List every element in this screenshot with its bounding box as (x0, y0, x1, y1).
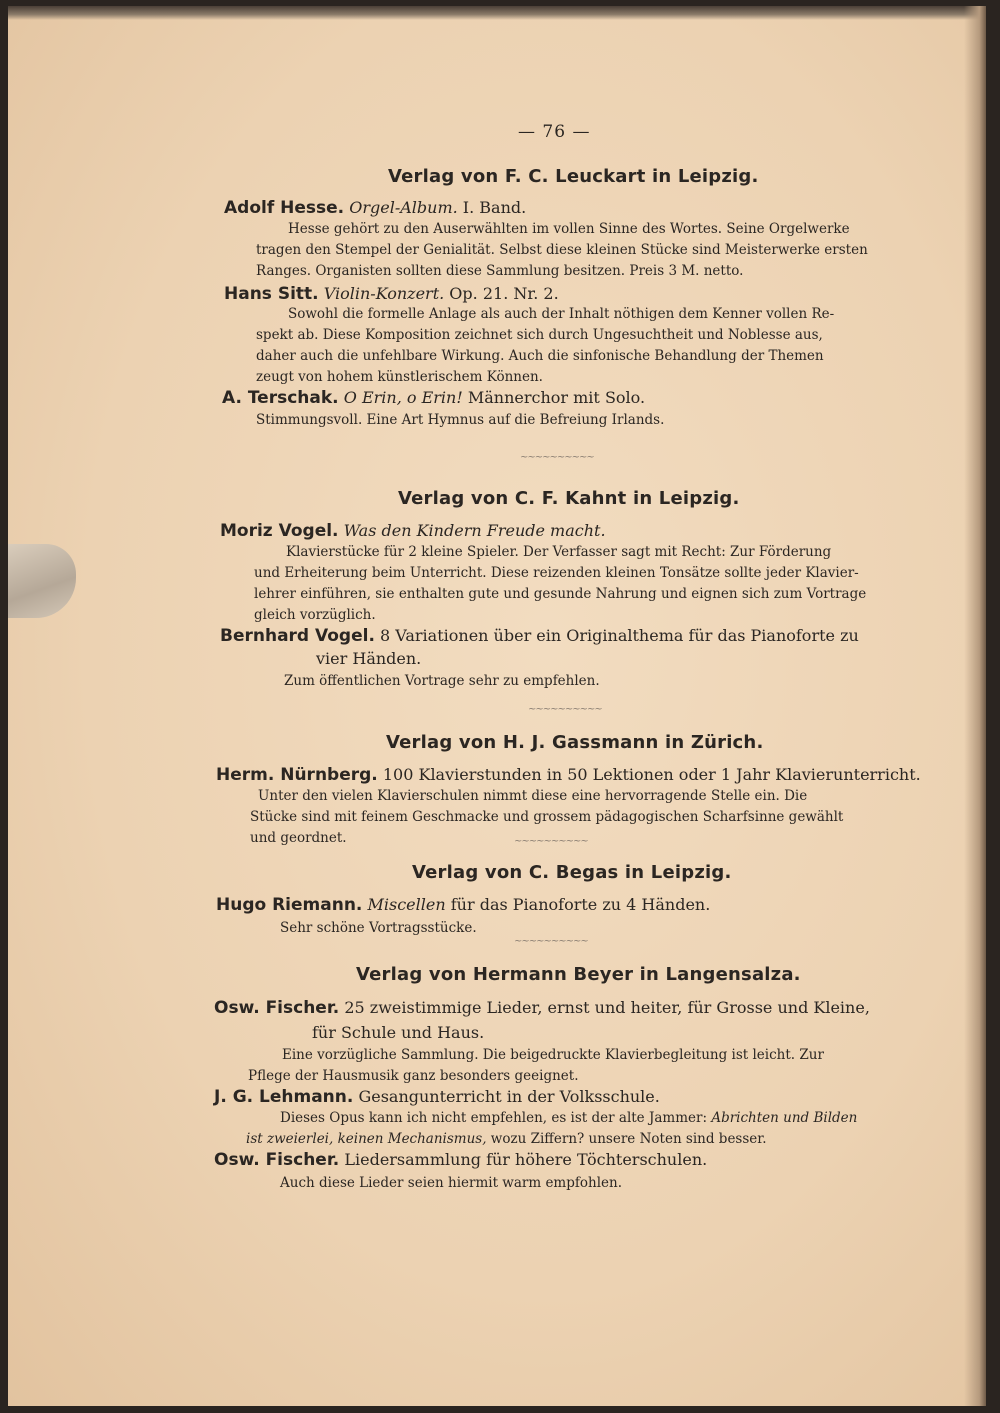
section-heading: Verlag von H. J. Gassmann in Zürich. (386, 732, 764, 753)
composer-name: Hans Sitt. (224, 284, 319, 304)
page-number: — 76 — (518, 122, 591, 142)
work-detail: für das Pianoforte zu 4 Händen. (445, 895, 711, 914)
entry-header (214, 1150, 707, 1170)
page-content (8, 6, 986, 1406)
entry-header (224, 284, 559, 304)
description-line: tragen den Stempel der Genialität. Selbst diese kleinen Stücke sind Meisterwerke ersten (256, 242, 868, 258)
entry-header (214, 1087, 660, 1107)
entry-header (220, 521, 606, 541)
work-title: O Erin, o Erin! (343, 388, 463, 407)
work-detail: I. Band. (457, 198, 527, 217)
work-title: Miscellen (367, 895, 446, 914)
entry-header (224, 198, 526, 218)
composer-name: Osw. Fischer. (214, 1150, 340, 1170)
work-detail: Männerchor mit Solo. (462, 388, 646, 407)
entry-header (220, 626, 859, 646)
description-line: Auch diese Lieder seien hiermit warm empfohlen. (280, 1175, 622, 1191)
description-line: lehrer einführen, sie enthalten gute und gesunde Nahrung und eignen sich zum Vortrage (254, 586, 867, 602)
book-page (8, 6, 986, 1406)
work-detail: 100 Klavierstunden in 50 Lektionen oder 1 Jahr Klavierunterricht. (382, 765, 921, 784)
composer-name: Moriz Vogel. (220, 521, 339, 541)
composer-name: Adolf Hesse. (224, 198, 345, 218)
entry-header (216, 765, 921, 785)
composer-name: Bernhard Vogel. (220, 626, 375, 646)
description-line: und Erheiterung beim Unterricht. Diese reizenden kleinen Tonsätze sollte jeder Klavier- (254, 565, 859, 581)
section-heading: Verlag von Hermann Beyer in Langensalza. (356, 964, 801, 985)
section-heading: Verlag von C. F. Kahnt in Leipzig. (398, 488, 740, 509)
description-line: daher auch die unfehlbare Wirkung. Auch die sinfonische Behandlung der Themen (256, 348, 824, 364)
description-line: Unter den vielen Klavierschulen nimmt diese eine hervorragende Stelle ein. Die (258, 788, 808, 804)
description-line: gleich vorzüglich. (254, 607, 376, 623)
section-separator: ~~~~~~~~~~ (520, 452, 594, 463)
section-heading: Verlag von F. C. Leuckart in Leipzig. (388, 166, 759, 187)
description-line: spekt ab. Diese Komposition zeichnet sich durch Ungesuchtheit und Noblesse aus, (256, 327, 823, 343)
description-line: Eine vorzügliche Sammlung. Die beigedruckte Klavierbegleitung ist leicht. Zur (282, 1047, 824, 1063)
description-line: Stücke sind mit feinem Geschmacke und grossem pädagogischen Scharfsinne gewählt (250, 809, 844, 825)
composer-name: A. Terschak. (222, 388, 339, 408)
section-separator: ~~~~~~~~~~ (528, 704, 602, 715)
work-detail: 25 zweistimmige Lieder, ernst und heiter, für Grosse und Kleine, (344, 998, 870, 1017)
work-detail: Liedersammlung für höhere Töchterschulen. (344, 1150, 708, 1169)
work-detail-continued: vier Händen. (316, 649, 422, 668)
section-separator: ~~~~~~~~~~ (514, 936, 588, 947)
description-line: und geordnet. (250, 830, 347, 846)
description-line: ist zweierlei, keinen Mechanismus, wozu Ziffern? unsere Noten sind besser. (246, 1131, 767, 1147)
description-line: Klavierstücke für 2 kleine Spieler. Der Verfasser sagt mit Recht: Zur Förderung (286, 544, 832, 560)
composer-name: Osw. Fischer. (214, 998, 340, 1018)
entry-header (214, 998, 870, 1018)
composer-name: Herm. Nürnberg. (216, 765, 378, 785)
work-detail-continued: für Schule und Haus. (312, 1023, 485, 1042)
description-line: Hesse gehört zu den Auserwählten im vollen Sinne des Wortes. Seine Orgelwerke (288, 221, 850, 237)
entry-header (216, 895, 710, 915)
description-line: Zum öffentlichen Vortrage sehr zu empfehlen. (284, 673, 600, 689)
description-line: zeugt von hohem künstlerischem Können. (256, 369, 543, 385)
description-line: Sowohl die formelle Anlage als auch der Inhalt nöthigen dem Kenner vollen Re- (288, 306, 835, 322)
section-separator: ~~~~~~~~~~ (514, 836, 588, 847)
composer-name: J. G. Lehmann. (214, 1087, 354, 1107)
description-line: Sehr schöne Vortragsstücke. (280, 920, 477, 936)
description-line: Pflege der Hausmusik ganz besonders geeignet. (248, 1068, 579, 1084)
description-line: Stimmungsvoll. Eine Art Hymnus auf die Befreiung Irlands. (256, 412, 665, 428)
work-title: Violin-Konzert. (323, 284, 445, 303)
description-line: Dieses Opus kann ich nicht empfehlen, es ist der alte Jammer: Abrichten und Bilden (280, 1110, 858, 1126)
composer-name: Hugo Riemann. (216, 895, 363, 915)
work-title: Was den Kindern Freude macht. (343, 521, 606, 540)
description-line: Ranges. Organisten sollten diese Sammlung besitzen. Preis 3 M. netto. (256, 263, 744, 279)
work-title: Orgel-Album. (349, 198, 458, 217)
work-detail: Gesangunterricht in der Volksschule. (358, 1087, 660, 1106)
section-heading: Verlag von C. Begas in Leipzig. (412, 862, 732, 883)
work-detail: Op. 21. Nr. 2. (444, 284, 559, 303)
work-detail: 8 Variationen über ein Originalthema für das Pianoforte zu (380, 626, 859, 645)
entry-header (222, 388, 645, 408)
